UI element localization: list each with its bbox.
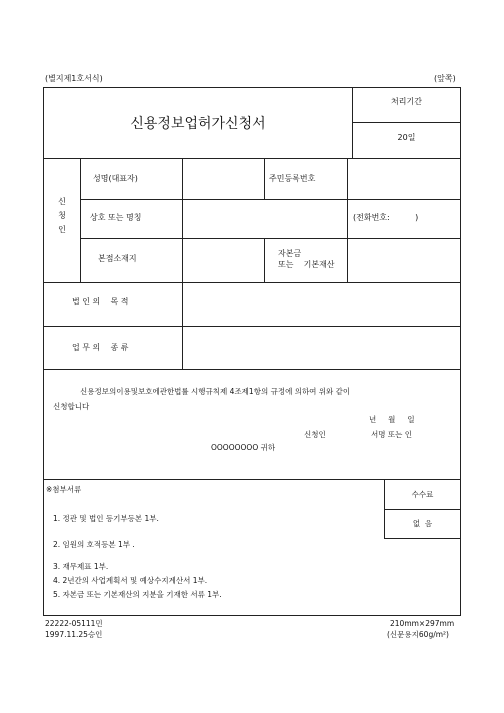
row-divider <box>80 199 461 200</box>
label-divider <box>182 158 183 282</box>
business-type-label: 업 무 의 종 류 <box>72 343 129 352</box>
processing-period-value: 20일 <box>397 133 416 142</box>
row-divider <box>43 369 461 370</box>
attachment-item: 2. 임원의 호적등본 1부 . <box>53 540 135 549</box>
processing-period-label: 처리기간 <box>391 97 422 106</box>
fee-row-divider <box>384 509 461 510</box>
head-office-address-label: 본점소재지 <box>98 254 137 263</box>
processing-divider <box>352 122 461 123</box>
row-divider <box>43 326 461 327</box>
row-divider <box>43 479 461 480</box>
company-divider <box>347 199 348 238</box>
phone-label[interactable]: (전화번호: ) <box>353 213 419 222</box>
attachment-item: 4. 2년간의 사업계획서 및 예상수지계산서 1부. <box>53 576 208 585</box>
form-code: 22222-05111민 <box>45 619 103 628</box>
corporate-purpose-field[interactable] <box>184 286 456 322</box>
approval-date: 1997.11.25승인 <box>45 630 103 639</box>
company-name-field[interactable] <box>184 203 344 235</box>
rrn-field[interactable] <box>349 162 457 196</box>
application-date: 년 월 일 <box>369 415 415 424</box>
capital-label-line2: 또는 기본재산 <box>278 260 335 269</box>
name-label: 성명(대표자) <box>93 174 138 183</box>
name-field[interactable] <box>184 162 262 196</box>
capital-divider <box>347 238 348 282</box>
row-divider <box>43 282 461 283</box>
address-divider <box>264 238 265 282</box>
company-name-label: 상호 또는 명칭 <box>90 213 142 222</box>
applicant-label: 신청인 <box>304 430 326 439</box>
fee-value: 없 음 <box>412 519 433 528</box>
attachments-title: ※첨부서류 <box>46 485 82 494</box>
business-type-field[interactable] <box>184 330 456 366</box>
paper-size: 210mm×297mm <box>390 619 455 628</box>
statement-line1: 신용정보의이용및보호에관한법률 시행규칙제 4조제1항의 규정에 의하여 위와 같이 <box>80 387 351 396</box>
paper-spec: (신문용지60g/m²) <box>387 630 449 639</box>
form-title: 신용정보업허가신청서 <box>130 116 266 132</box>
capital-label-line1: 자본금 <box>278 249 302 258</box>
attachment-item: 3. 재무제표 1부. <box>53 562 109 571</box>
attachment-item: 1. 정관 및 법인 등기부등본 1부. <box>53 514 159 523</box>
statement-line2: 신청합니다 <box>53 402 90 411</box>
capital-field[interactable] <box>349 242 457 278</box>
applicant-section-label: 신 청 인 <box>58 197 66 234</box>
addressee: OOOOOOOO 귀하 <box>211 443 276 452</box>
row-divider <box>43 158 461 159</box>
fee-label: 수수료 <box>411 490 434 499</box>
row-divider <box>80 238 461 239</box>
corporate-purpose-label: 법 인 의 목 적 <box>72 297 129 306</box>
rrn-label: 주민등록번호 <box>269 174 316 183</box>
head-office-address-field[interactable] <box>184 242 262 278</box>
signature-label[interactable]: 서명 또는 인 <box>371 430 412 439</box>
form-number: (별지제1호서식) <box>45 74 103 83</box>
name-rrn-divider <box>264 158 265 199</box>
page-side-label: (앞쪽) <box>434 74 456 83</box>
rrn-divider <box>347 158 348 199</box>
fee-bottom-divider <box>384 538 461 539</box>
section-divider <box>80 158 81 282</box>
attachment-item: 5. 자본금 또는 기본재산의 지분을 기재한 서류 1부. <box>53 590 222 599</box>
